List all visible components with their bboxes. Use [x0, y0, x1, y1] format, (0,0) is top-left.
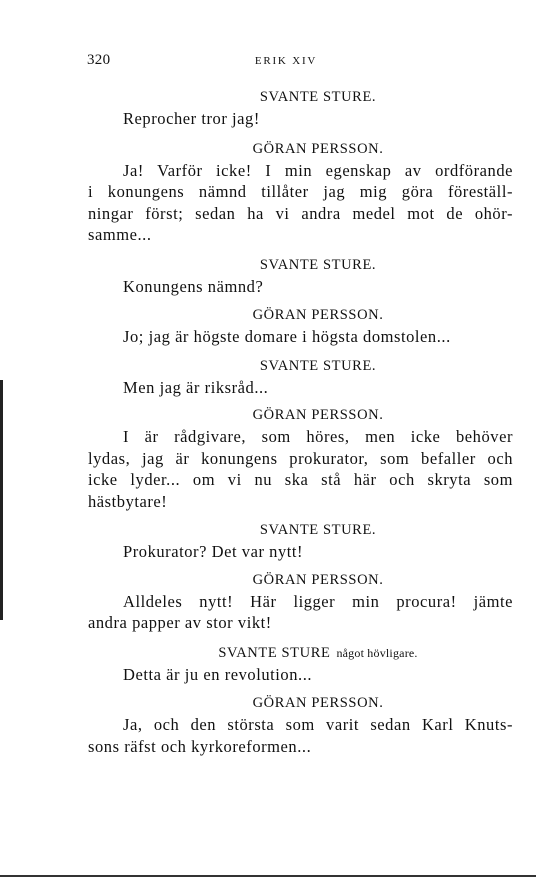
dialogue-block: [88, 304, 513, 348]
speaker-label: SVANTE STURE.: [259, 357, 377, 374]
speech-line: sons räfst och kyrkoreformen...: [88, 736, 312, 756]
speaker-label: SVANTE STURE.: [259, 522, 377, 538]
speaker-label: SVANTE STURE: [218, 644, 331, 661]
speaker-name: [88, 569, 513, 591]
speech-line: Jo; jag är högste domare i högsta domstolen...: [123, 327, 451, 346]
speaker-label: GÖRAN PERSSON.: [252, 571, 384, 588]
speaker-name: [88, 138, 513, 160]
speaker-label: GÖRAN PERSSON.: [252, 307, 384, 323]
dialogue-block: [88, 692, 513, 757]
dialogue-block: [88, 519, 513, 563]
speaker-name: [88, 692, 513, 714]
speech-line: ningar först; sedan ha vi andra medel mot de ohör-: [88, 203, 513, 223]
dialogue-block: [88, 569, 513, 634]
speech-line: Prokurator? Det var nytt!: [123, 542, 304, 561]
speech-line: icke lyder... om vi nu ska stå här och skryta som: [88, 470, 513, 489]
running-head: [0, 52, 536, 72]
speaker-label: SVANTE STURE.: [259, 89, 377, 105]
speaker-label: GÖRAN PERSSON.: [252, 695, 384, 711]
speaker-name: [88, 304, 513, 326]
dialogue-block: [88, 86, 513, 130]
scan-edge-left: [0, 380, 3, 620]
speech-line: hästbytare!: [88, 491, 168, 511]
speech-line: i konungens nämnd tillåter jag mig göra föreställ-: [88, 182, 513, 201]
speaker-name: [88, 86, 513, 108]
speaker-name: [88, 404, 513, 426]
dialogue-block: [88, 355, 513, 399]
stage-direction: något hövligare.: [336, 645, 418, 660]
speech-line: lydas, jag är konungens prokurator, som befaller och: [88, 448, 513, 468]
speaker-label: GÖRAN PERSSON.: [252, 140, 384, 157]
speech-line: Alldeles nytt! Här ligger min procura! jämte: [123, 591, 513, 611]
speaker-name: [88, 519, 513, 541]
speech-line: Men jag är riksråd...: [123, 377, 269, 397]
speech-line: Konungens nämnd?: [123, 276, 264, 296]
speaker-name: [88, 355, 513, 377]
speaker-label: SVANTE STURE.: [259, 256, 377, 273]
dialogue-body: [88, 86, 513, 757]
running-title: ERIK XIV: [254, 55, 318, 67]
dialogue-block: [88, 138, 513, 246]
speaker-name: [88, 254, 513, 276]
speech-line: Ja, och den största som varit sedan Karl Knuts-: [123, 715, 513, 734]
speech-line: samme...: [88, 225, 152, 244]
speaker-name: [88, 642, 513, 664]
speech-line: I är rådgivare, som höres, men icke behöver: [123, 427, 513, 446]
dialogue-block: [88, 642, 513, 686]
speech-line: Detta är ju en revolution...: [123, 664, 313, 684]
page-number: 320: [87, 52, 111, 68]
speech-line: Ja! Varför icke! I min egenskap av ordförande: [123, 160, 513, 180]
dialogue-block: [88, 404, 513, 512]
speaker-label: GÖRAN PERSSON.: [252, 407, 384, 423]
dialogue-block: [88, 254, 513, 298]
speech-line: andra papper av stor vikt!: [88, 613, 272, 632]
speech-line: Reprocher tror jag!: [123, 109, 260, 128]
